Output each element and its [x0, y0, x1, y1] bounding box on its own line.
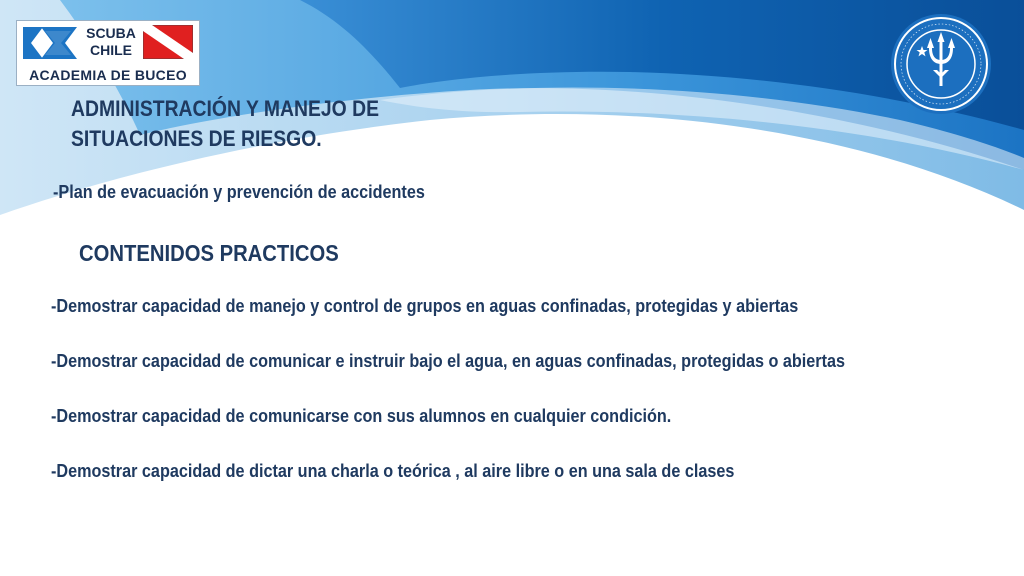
- logo-chile-text: CHILE: [90, 42, 132, 58]
- list-item: -Demostrar capacidad de manejo y control de grupos en aguas confinadas, protegidas y abiertas: [51, 296, 799, 316]
- list-item: -Demostrar capacidad de comunicar e instruir bajo el agua, en aguas confinadas, protegidas o abiertas: [51, 351, 846, 371]
- title-line-1: ADMINISTRACIÓN Y MANEJO DE: [71, 96, 380, 121]
- scuba-chile-arrow-icon: [19, 23, 81, 63]
- title-line-2: SITUACIONES DE RIESGO.: [71, 126, 322, 151]
- federation-emblem-icon: [889, 12, 993, 116]
- slide-title: [71, 94, 441, 154]
- logo-academy-text: ACADEMIA DE BUCEO: [29, 67, 187, 83]
- practical-contents-list: [51, 294, 951, 514]
- logo-scuba-text: SCUBA: [86, 25, 136, 41]
- list-item: -Demostrar capacidad de comunicarse con sus alumnos en cualquier condición.: [51, 406, 672, 426]
- scuba-chile-logo: [16, 20, 200, 86]
- section-heading: CONTENIDOS PRACTICOS: [79, 240, 339, 266]
- list-item: -Demostrar capacidad de dictar una charla o teórica , al aire libre o en una sala de clases: [51, 461, 735, 481]
- dive-flag-icon: [143, 25, 193, 59]
- slide-subtitle: -Plan de evacuación y prevención de accidentes: [53, 182, 425, 202]
